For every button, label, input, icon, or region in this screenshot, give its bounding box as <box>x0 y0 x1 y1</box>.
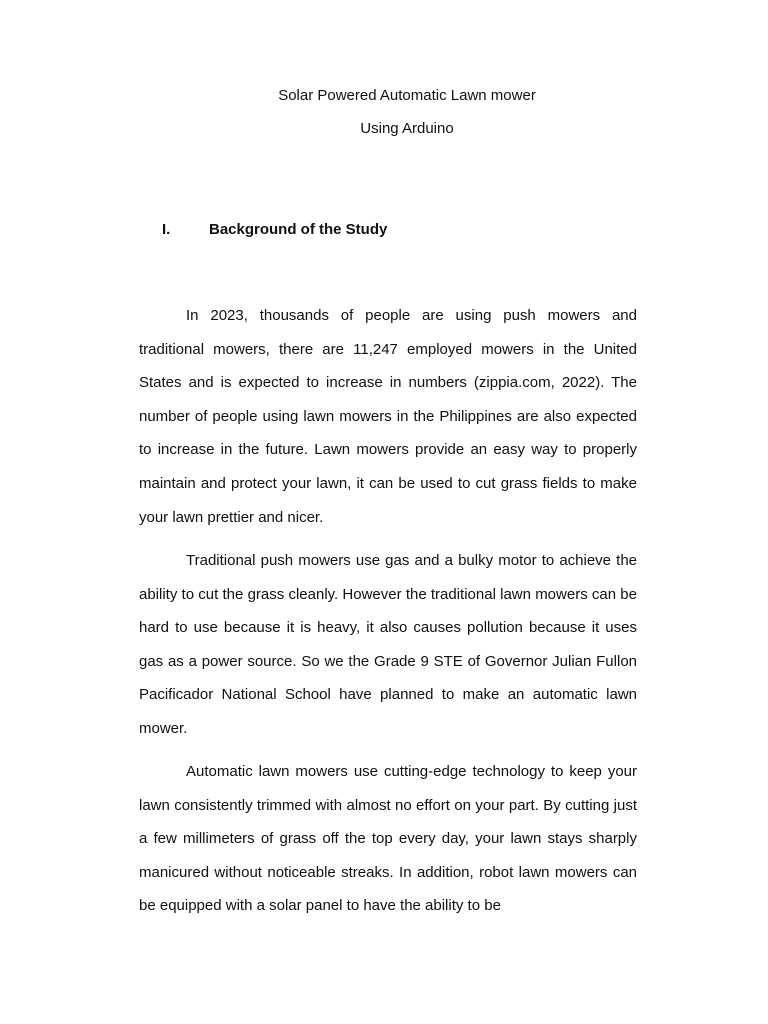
paragraph-1-text: In 2023, thousands of people are using push mowers and traditional mowers, there are 11,247 employed mowers in the United States and is expected to increase in numbers (zippia.com, 2022). The number of people using lawn mowers in the Philippines are also expected to increase in the future. Lawn mowers provide an easy way to properly maintain and protect your lawn, it can be used to cut grass fields to make your lawn prettier and nicer. <box>139 307 637 526</box>
section-heading <box>162 220 387 240</box>
section-number: I. <box>162 221 171 238</box>
paragraph-1 <box>139 299 637 534</box>
document-title-line-1: Solar Powered Automatic Lawn mower <box>278 87 536 104</box>
document-title-line-2: Using Arduino <box>360 120 454 137</box>
paragraph-2-text: Traditional push mowers use gas and a bulky motor to achieve the ability to cut the grass cleanly. However the traditional lawn mowers can be hard to use because it is heavy, it also causes pollution because it uses gas as a power source. So we the Grade 9 STE of Governor Julian Fullon Pacificador National School have planned to make an automatic lawn mower. <box>139 552 637 737</box>
paragraph-2 <box>139 544 637 746</box>
section-heading-text: Background of the Study <box>209 221 388 238</box>
paragraph-3-text: Automatic lawn mowers use cutting-edge technology to keep your lawn consistently trimmed with almost no effort on your part. By cutting just a few millimeters of grass off the top every day, your lawn stays sharply manicured without noticeable streaks. In addition, robot lawn mowers can be equipped with a solar panel to have the ability to be <box>139 763 637 915</box>
paragraph-3 <box>139 755 637 923</box>
